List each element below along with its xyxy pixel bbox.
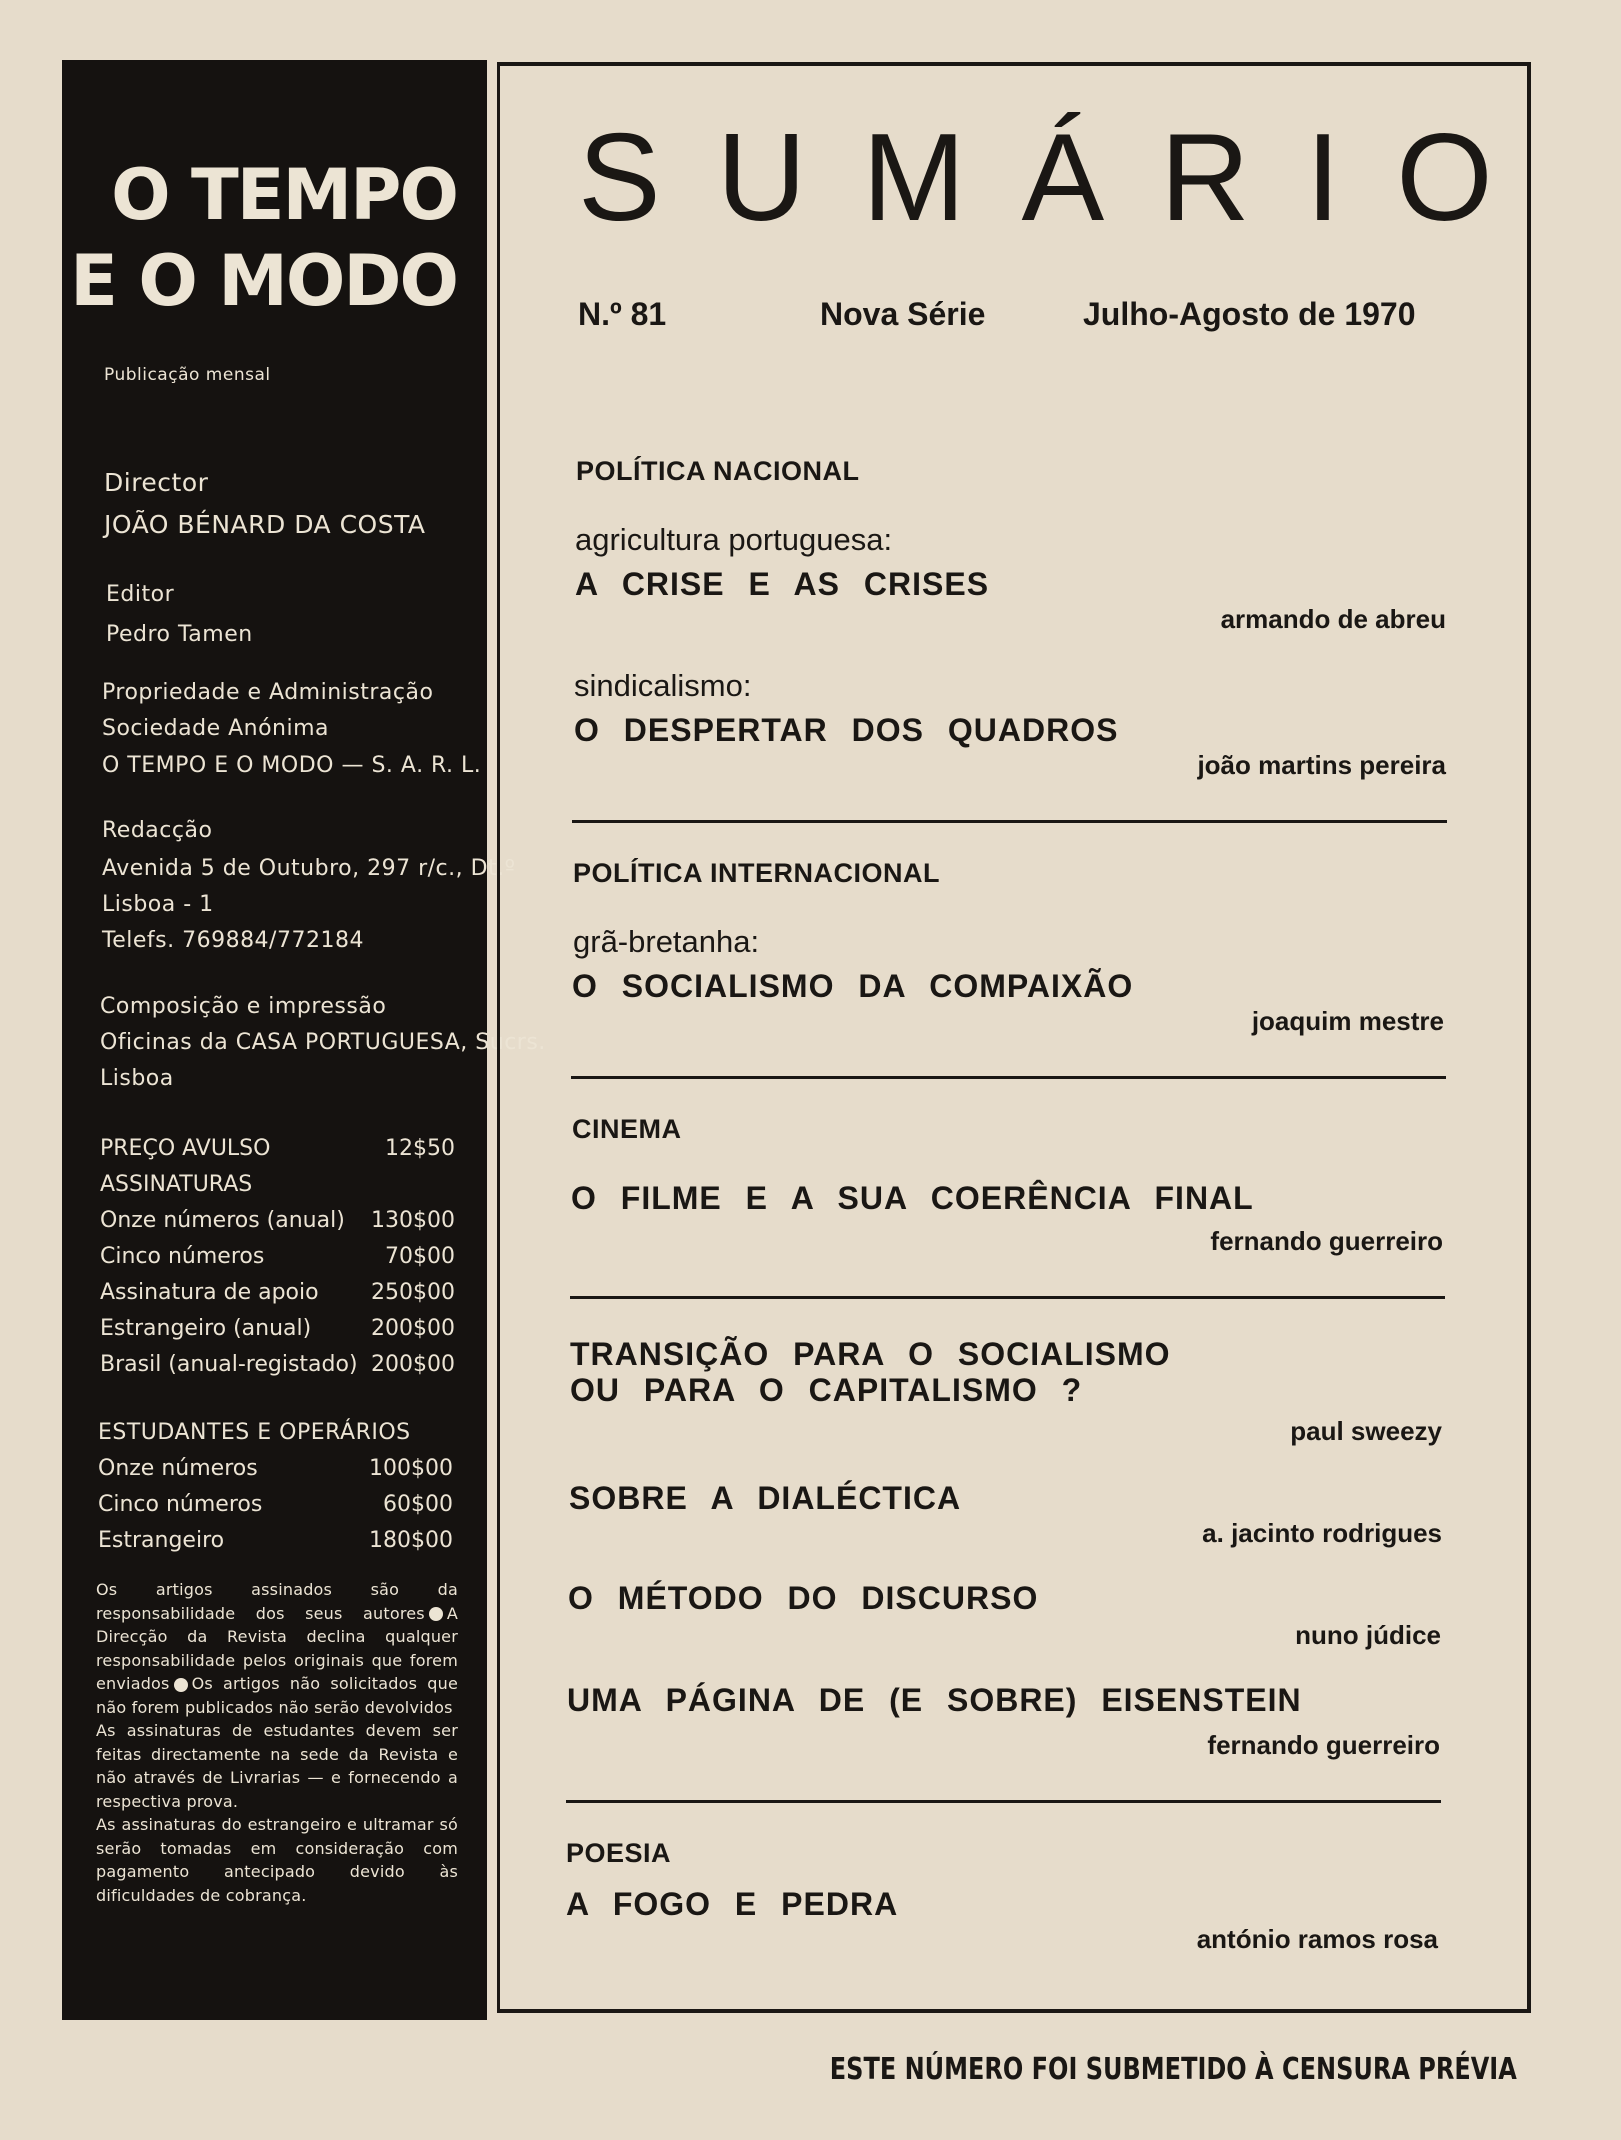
price-row: Estrangeiro (anual) 200$00 — [100, 1316, 455, 1341]
redaccao-label: Redacção — [102, 818, 213, 843]
article-title-line-1: TRANSIÇÃO PARA O SOCIALISMO — [570, 1336, 1171, 1372]
article-title: O MÉTODO DO DISCURSO — [568, 1580, 1039, 1616]
student-price-row: Estrangeiro 180$00 — [98, 1528, 453, 1553]
article-title: SOBRE A DIALÉCTICA — [569, 1480, 962, 1516]
address-line-1: Avenida 5 de Outubro, 297 r/c., Dt.º — [102, 856, 516, 881]
article-title: O SOCIALISMO DA COMPAIXÃO — [572, 968, 1134, 1004]
article-title: UMA PÁGINA DE (E SOBRE) EISENSTEIN — [567, 1682, 1302, 1718]
note-signed-articles: Os artigos assinados são da responsabilidade dos seus autores — [96, 1580, 458, 1623]
article-title: O DESPERTAR DOS QUADROS — [574, 712, 1119, 748]
section-divider — [571, 1076, 1446, 1079]
price-row: Brasil (anual-registado) 200$00 — [100, 1352, 455, 1377]
article-title: A FOGO E PEDRA — [566, 1886, 899, 1922]
bullet-icon — [429, 1607, 443, 1621]
article-author: joão martins pereira — [1197, 750, 1446, 780]
section-divider — [572, 820, 1447, 823]
issue-number: N.º 81 — [578, 296, 667, 332]
students-label: ESTUDANTES E OPERÁRIOS — [98, 1420, 411, 1445]
article-title: O FILME E A SUA COERÊNCIA FINAL — [571, 1180, 1254, 1216]
bullet-icon — [174, 1678, 188, 1692]
price-row: PREÇO AVULSO 12$50 — [100, 1136, 455, 1161]
article-subject: grã-bretanha: — [573, 924, 760, 959]
article-author: fernando guerreiro — [1207, 1730, 1440, 1760]
article-author: nuno júdice — [1295, 1620, 1441, 1650]
censorship-notice: ESTE NÚMERO FOI SUBMETIDO À CENSURA PRÉVIA — [829, 2052, 1517, 2087]
article-subject: agricultura portuguesa: — [575, 522, 893, 557]
article-author: fernando guerreiro — [1210, 1226, 1443, 1256]
editorial-notes — [96, 1578, 458, 1907]
address-line-2: Lisboa - 1 — [102, 892, 214, 917]
article-author: antónio ramos rosa — [1196, 1924, 1438, 1954]
section-heading: POESIA — [566, 1838, 672, 1868]
editor-name: Pedro Tamen — [106, 622, 253, 647]
section-divider — [566, 1800, 1441, 1803]
student-price-row: Onze números 100$00 — [98, 1456, 453, 1481]
section-heading: POLÍTICA NACIONAL — [576, 456, 860, 486]
section-divider — [570, 1296, 1445, 1299]
publication-frequency: Publicação mensal — [104, 365, 271, 385]
price-row: Onze números (anual) 130$00 — [100, 1208, 455, 1233]
article-author: a. jacinto rodrigues — [1202, 1518, 1442, 1548]
printing-label: Composição e impressão — [100, 994, 387, 1019]
logo-line-1: O TEMPO — [111, 154, 457, 236]
note-originals: A Direcção da Revista declina qualquer responsabilidade pelos originais que forem enviados — [96, 1603, 458, 1693]
article-title: A CRISE E AS CRISES — [575, 566, 990, 602]
section-heading: POLÍTICA INTERNACIONAL — [573, 858, 940, 888]
price-row: Cinco números 70$00 — [100, 1244, 455, 1269]
director-label: Director — [104, 468, 209, 497]
owner-line-3: O TEMPO E O MODO — S. A. R. L. — [102, 753, 482, 778]
section-heading: CINEMA — [572, 1114, 682, 1144]
note-student-subscriptions: As assinaturas de estudantes devem ser feitas directamente na sede da Revista e não através de Livrarias — e fornecendo a respectiva prova. — [96, 1721, 458, 1811]
student-price-row: Cinco números 60$00 — [98, 1492, 453, 1517]
note-unsolicited: Os artigos não solicitados que não forem publicados não serão devolvidos — [96, 1674, 458, 1717]
price-row: ASSINATURAS — [100, 1172, 253, 1197]
article-author: paul sweezy — [1290, 1416, 1442, 1446]
owner-label: Propriedade e Administração — [102, 680, 434, 705]
owner-line-2: Sociedade Anónima — [102, 716, 330, 741]
article-author: armando de abreu — [1220, 604, 1446, 634]
phones: Telefs. 769884/772184 — [102, 928, 364, 953]
masthead-sidebar — [62, 60, 546, 2020]
magazine-logo — [70, 152, 457, 324]
price-row: Assinatura de apoio 250$00 — [100, 1280, 455, 1305]
article-author: joaquim mestre — [1251, 1006, 1444, 1036]
page-title: SUMÁRIO — [578, 109, 1549, 247]
article-title-line-2: OU PARA O CAPITALISMO ? — [570, 1372, 1083, 1408]
contents-frame — [497, 62, 1531, 2013]
article-subject: sindicalismo: — [574, 668, 752, 703]
editor-label: Editor — [106, 582, 175, 607]
note-foreign-subscriptions: As assinaturas do estrangeiro e ultramar só serão tomadas em consideração com pagamento antecipado devido às dificuldades de cobrança. — [96, 1815, 458, 1905]
logo-line-2: E O MODO — [70, 240, 457, 322]
printing-line-3: Lisboa — [100, 1066, 174, 1091]
issue-series: Nova Série — [820, 296, 986, 332]
director-name: JOÃO BÉNARD DA COSTA — [104, 510, 426, 539]
issue-date: Julho-Agosto de 1970 — [1083, 296, 1416, 332]
printing-line-2: Oficinas da CASA PORTUGUESA, Sucrs. — [100, 1030, 546, 1055]
